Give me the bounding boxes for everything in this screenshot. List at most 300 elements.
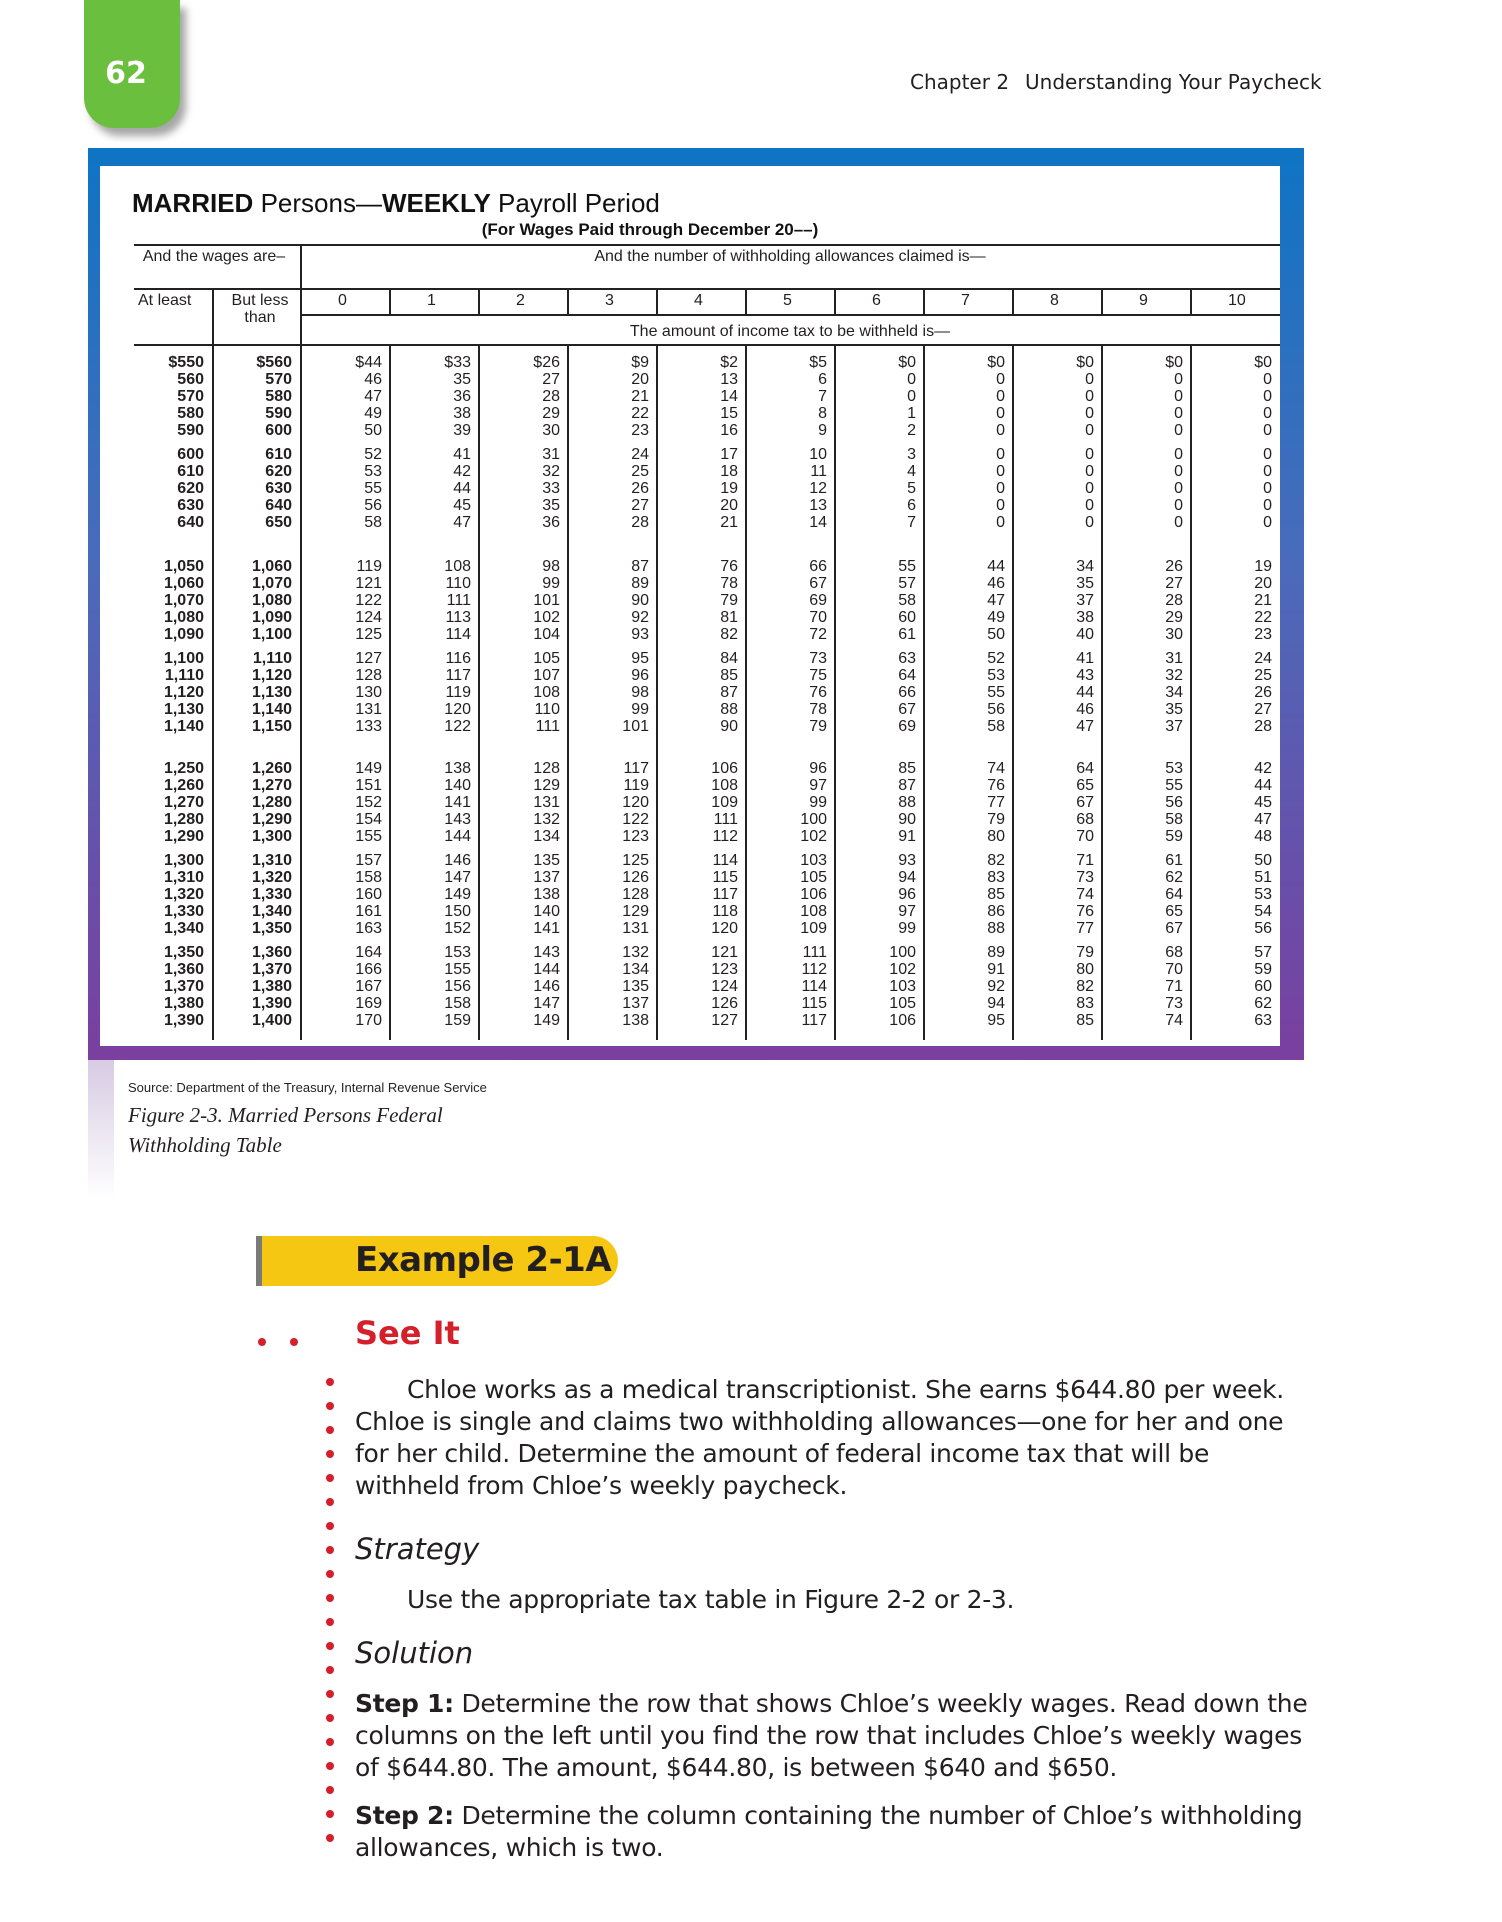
at-least-cell: 1,320 (163, 886, 204, 903)
tax-amount-cell: 73 (1165, 995, 1183, 1012)
tax-amount-cell: 122 (622, 811, 649, 828)
tax-amount-cell: 159 (444, 1012, 471, 1029)
tax-amount-cell: 53 (1165, 760, 1183, 777)
tax-amount-cell: 45 (453, 497, 471, 514)
tax-amount-cell: 44 (1076, 684, 1094, 701)
table-column-rule (478, 288, 480, 314)
tax-amount-cell: 96 (809, 760, 827, 777)
tax-amount-cell: 95 (987, 1012, 1005, 1029)
tax-amount-cell: 137 (533, 869, 560, 886)
but-less-than-cell: 1,130 (251, 684, 292, 701)
tax-amount-cell: 47 (453, 514, 471, 531)
tax-amount-cell: 0 (996, 463, 1005, 480)
tax-amount-cell: 37 (1076, 592, 1094, 609)
tax-amount-cell: 2 (907, 422, 916, 439)
at-least-cell: 1,340 (163, 920, 204, 937)
tax-amount-cell: 49 (364, 405, 382, 422)
table-row (0, 828, 1300, 845)
tax-amount-cell: 87 (631, 558, 649, 575)
tax-amount-cell: 0 (1263, 446, 1272, 463)
tax-amount-cell: 70 (1076, 828, 1094, 845)
tax-amount-cell: 55 (364, 480, 382, 497)
tax-amount-cell: 102 (800, 828, 827, 845)
decorative-dot (326, 1810, 334, 1818)
at-least-cell: 1,270 (163, 794, 204, 811)
tax-amount-cell: 163 (355, 920, 382, 937)
tax-amount-cell: 41 (453, 446, 471, 463)
tax-amount-cell: 71 (1076, 852, 1094, 869)
tax-amount-cell: 58 (1165, 811, 1183, 828)
but-less-than-cell: 1,290 (251, 811, 292, 828)
tax-amount-cell: 91 (898, 828, 916, 845)
tax-amount-cell: 50 (987, 626, 1005, 643)
tax-amount-cell: 34 (1076, 558, 1094, 575)
allowance-col-header: 6 (872, 292, 881, 309)
tax-amount-cell: 127 (711, 1012, 738, 1029)
tax-amount-cell: 56 (1254, 920, 1272, 937)
tax-amount-cell: 0 (996, 388, 1005, 405)
tax-amount-cell: 83 (1076, 995, 1094, 1012)
table-row (0, 592, 1300, 609)
at-least-cell: 630 (177, 497, 204, 514)
tax-amount-cell: 27 (1254, 701, 1272, 718)
decorative-dot (326, 1834, 334, 1842)
step-2-text: Determine the column containing the number of Chloe’s withholding allowances, which is two. (355, 1801, 1303, 1862)
tax-amount-cell: 103 (800, 852, 827, 869)
tax-amount-cell: 76 (987, 777, 1005, 794)
tax-amount-cell: 45 (1254, 794, 1272, 811)
tax-amount-cell: 74 (1165, 1012, 1183, 1029)
tax-amount-cell: 117 (712, 886, 738, 903)
tax-amount-cell: 39 (453, 422, 471, 439)
tax-amount-cell: 18 (720, 463, 738, 480)
at-least-cell: 1,110 (164, 667, 204, 684)
tax-amount-cell: 81 (720, 609, 738, 626)
tax-amount-cell: 0 (996, 480, 1005, 497)
tax-amount-cell: 120 (711, 920, 738, 937)
tax-amount-cell: 60 (1254, 978, 1272, 995)
but-less-than-header: But less than (231, 292, 289, 326)
tax-amount-cell: 132 (533, 811, 560, 828)
table-row (0, 995, 1300, 1012)
tax-amount-cell: 110 (534, 701, 560, 718)
table-row (0, 684, 1300, 701)
running-head-title: Understanding Your Paycheck (1025, 70, 1322, 94)
example-title: Example 2-1A (355, 1240, 612, 1280)
table-subtitle: (For Wages Paid through December 20––) (481, 220, 819, 239)
tax-amount-cell: 79 (720, 592, 738, 609)
tax-amount-cell: 0 (1174, 463, 1183, 480)
tax-amount-cell: 27 (1165, 575, 1183, 592)
tax-amount-cell: 0 (1085, 422, 1094, 439)
step-2 (355, 1800, 1315, 1864)
tax-amount-cell: $0 (987, 354, 1005, 371)
tax-amount-cell: 69 (809, 592, 827, 609)
tax-amount-cell: 112 (712, 828, 738, 845)
tax-amount-cell: 20 (1254, 575, 1272, 592)
tax-amount-cell: 93 (898, 852, 916, 869)
problem-text: Chloe works as a medical transcriptionist. She earns $644.80 per week. Chloe is single and claims two withholding allowances—one for her and one for her child. Determine the amount of federal income tax that will be withheld from Chloe’s weekly paycheck. (355, 1375, 1284, 1500)
tax-amount-cell: 0 (1085, 388, 1094, 405)
allowances-header: And the number of withholding allowances claimed is— (594, 248, 986, 265)
tax-amount-cell: 65 (1076, 777, 1094, 794)
step-1-text: Determine the row that shows Chloe’s weekly wages. Read down the columns on the left until you find the row that includes Chloe’s weekly wages of $644.80. The amount, $644.80, is between $640 and $650. (355, 1689, 1308, 1782)
at-least-cell: 560 (177, 371, 204, 388)
tax-amount-cell: 118 (712, 903, 738, 920)
tax-amount-cell: 34 (1165, 684, 1183, 701)
tax-amount-cell: 49 (987, 609, 1005, 626)
tax-amount-cell: 155 (355, 828, 382, 845)
tax-amount-cell: 24 (631, 446, 649, 463)
tax-amount-cell: 82 (1076, 978, 1094, 995)
at-least-cell: 1,360 (163, 961, 204, 978)
table-row (0, 626, 1300, 643)
tax-amount-cell: 0 (1174, 422, 1183, 439)
at-least-cell: 1,370 (163, 978, 204, 995)
tax-amount-cell: 151 (355, 777, 382, 794)
at-least-cell: 1,140 (163, 718, 204, 735)
tax-amount-cell: 158 (355, 869, 382, 886)
tax-amount-cell: 82 (987, 852, 1005, 869)
tax-amount-cell: 64 (1076, 760, 1094, 777)
tax-amount-cell: 99 (631, 701, 649, 718)
tax-amount-cell: $2 (720, 354, 738, 371)
table-column-rule (745, 288, 747, 314)
tax-amount-cell: 26 (1165, 558, 1183, 575)
tax-amount-cell: 93 (631, 626, 649, 643)
tax-amount-cell: 170 (355, 1012, 382, 1029)
but-less-than-cell: 1,090 (251, 609, 292, 626)
table-row (0, 558, 1300, 575)
tax-amount-cell: 117 (623, 760, 649, 777)
tax-amount-cell: 97 (898, 903, 916, 920)
tax-amount-cell: 154 (355, 811, 382, 828)
tax-amount-cell: 140 (533, 903, 560, 920)
table-rule-header (134, 288, 1280, 290)
tax-amount-cell: 57 (1254, 944, 1272, 961)
tax-amount-cell: 0 (996, 446, 1005, 463)
tax-amount-cell: 129 (533, 777, 560, 794)
tax-amount-cell: 0 (1174, 371, 1183, 388)
but-less-than-cell: 600 (265, 422, 292, 439)
tax-amount-cell: 0 (996, 405, 1005, 422)
tax-amount-cell: 0 (1174, 446, 1183, 463)
tax-amount-cell: 102 (889, 961, 916, 978)
tax-amount-cell: 46 (1076, 701, 1094, 718)
decorative-dot (290, 1338, 298, 1346)
table-row (0, 760, 1300, 777)
tax-amount-cell: 20 (631, 371, 649, 388)
table-row (0, 1012, 1300, 1029)
tax-amount-cell: 94 (987, 995, 1005, 1012)
tax-amount-cell: 26 (631, 480, 649, 497)
at-least-cell: 640 (177, 514, 204, 531)
tax-amount-cell: 96 (898, 886, 916, 903)
tax-amount-cell: 0 (1263, 371, 1272, 388)
tax-amount-cell: 105 (889, 995, 916, 1012)
but-less-than-cell: 1,360 (251, 944, 292, 961)
tax-amount-cell: 143 (533, 944, 560, 961)
tax-amount-cell: 0 (996, 422, 1005, 439)
decorative-dot (326, 1402, 334, 1410)
tax-amount-cell: 77 (1076, 920, 1094, 937)
but-less-than-cell: 1,380 (251, 978, 292, 995)
tax-amount-cell: 101 (622, 718, 649, 735)
table-column-rule (389, 288, 391, 314)
tax-amount-cell: 69 (898, 718, 916, 735)
table-row (0, 701, 1300, 718)
tax-amount-cell: 79 (987, 811, 1005, 828)
tax-amount-cell: 67 (898, 701, 916, 718)
tax-amount-cell: 50 (364, 422, 382, 439)
tax-amount-cell: 90 (720, 718, 738, 735)
table-row (0, 794, 1300, 811)
tax-amount-cell: 0 (1085, 405, 1094, 422)
table-row (0, 978, 1300, 995)
tax-amount-cell: 0 (1263, 422, 1272, 439)
tax-amount-cell: $0 (1254, 354, 1272, 371)
tax-amount-cell: 160 (355, 886, 382, 903)
tax-amount-cell: 156 (444, 978, 471, 995)
allowance-col-header: 9 (1139, 292, 1148, 309)
tax-amount-cell: 116 (445, 650, 471, 667)
tax-amount-cell: 85 (1076, 1012, 1094, 1029)
tax-amount-cell: 100 (800, 811, 827, 828)
at-least-cell: 1,060 (163, 575, 204, 592)
tax-amount-cell: 64 (898, 667, 916, 684)
tax-amount-cell: 74 (987, 760, 1005, 777)
tax-amount-cell: 131 (622, 920, 649, 937)
tax-amount-cell: 138 (444, 760, 471, 777)
allowance-col-header: 0 (338, 292, 347, 309)
table-rule-body (134, 344, 1280, 346)
tax-amount-cell: 108 (711, 777, 738, 794)
tax-amount-cell: 0 (1263, 514, 1272, 531)
tax-amount-cell: 64 (1165, 886, 1183, 903)
but-less-than-cell: 1,120 (251, 667, 292, 684)
tax-amount-cell: 5 (907, 480, 916, 497)
tax-amount-cell: 0 (1174, 388, 1183, 405)
wages-header: And the wages are– (142, 248, 286, 265)
tax-amount-cell: 147 (533, 995, 560, 1012)
at-least-cell: 1,300 (163, 852, 204, 869)
tax-amount-cell: 89 (987, 944, 1005, 961)
tax-amount-cell: 59 (1165, 828, 1183, 845)
tax-amount-cell: 65 (1165, 903, 1183, 920)
tax-amount-cell: 146 (444, 852, 471, 869)
tax-amount-cell: 44 (1254, 777, 1272, 794)
allowance-col-header: 4 (694, 292, 703, 309)
tax-amount-cell: 23 (631, 422, 649, 439)
but-less-than-cell: 590 (265, 405, 292, 422)
tax-amount-cell: 66 (898, 684, 916, 701)
tax-amount-cell: 28 (631, 514, 649, 531)
tax-amount-cell: 31 (542, 446, 560, 463)
tax-amount-cell: 96 (631, 667, 649, 684)
decorative-dot (326, 1714, 334, 1722)
tax-amount-cell: 161 (355, 903, 382, 920)
but-less-than-cell: 1,110 (252, 650, 292, 667)
tax-amount-cell: 101 (533, 592, 560, 609)
tax-amount-cell: 120 (622, 794, 649, 811)
tax-amount-cell: 167 (355, 978, 382, 995)
table-row (0, 886, 1300, 903)
tax-amount-cell: 30 (1165, 626, 1183, 643)
but-less-than-cell: 630 (265, 480, 292, 497)
at-least-cell: 590 (177, 422, 204, 439)
tax-amount-cell: 126 (711, 995, 738, 1012)
tax-amount-cell: 115 (712, 869, 738, 886)
decorative-strip (88, 1060, 114, 1200)
tax-amount-cell: 108 (800, 903, 827, 920)
tax-amount-cell: 11 (810, 463, 827, 480)
strategy-text: Use the appropriate tax table in Figure 2-2 or 2-3. (407, 1585, 1015, 1614)
tax-amount-cell: 0 (1085, 446, 1094, 463)
tax-amount-cell: 87 (898, 777, 916, 794)
tax-amount-cell: 124 (355, 609, 382, 626)
tax-amount-cell: 20 (720, 497, 738, 514)
tax-amount-cell: 108 (444, 558, 471, 575)
tax-amount-cell: 0 (1263, 497, 1272, 514)
tax-amount-cell: 9 (818, 422, 827, 439)
tax-amount-cell: 24 (1254, 650, 1272, 667)
at-least-cell: 1,090 (163, 626, 204, 643)
tax-amount-cell: 131 (533, 794, 560, 811)
tax-amount-cell: 134 (533, 828, 560, 845)
but-less-than-cell: $560 (256, 354, 292, 371)
tax-amount-cell: 137 (622, 995, 649, 1012)
tax-amount-cell: 6 (907, 497, 916, 514)
tax-amount-cell: 144 (533, 961, 560, 978)
tax-amount-cell: 115 (801, 995, 827, 1012)
tax-amount-cell: 109 (800, 920, 827, 937)
tax-amount-cell: 138 (622, 1012, 649, 1029)
tax-amount-cell: 128 (355, 667, 382, 684)
tax-amount-cell: 128 (533, 760, 560, 777)
table-row (0, 650, 1300, 667)
tax-amount-cell: 77 (987, 794, 1005, 811)
tax-amount-cell: 111 (535, 718, 560, 735)
tax-amount-cell: 83 (987, 869, 1005, 886)
table-row (0, 920, 1300, 937)
tax-amount-cell: 87 (720, 684, 738, 701)
tax-amount-cell: 164 (355, 944, 382, 961)
tax-amount-cell: 70 (809, 609, 827, 626)
tax-amount-cell: 122 (444, 718, 471, 735)
table-row (0, 405, 1300, 422)
table-row (0, 944, 1300, 961)
but-less-than-cell: 610 (265, 446, 292, 463)
tax-amount-cell: 60 (898, 609, 916, 626)
tax-amount-cell: 52 (364, 446, 382, 463)
tax-amount-cell: 14 (720, 388, 738, 405)
tax-amount-cell: 3 (907, 446, 916, 463)
tax-amount-cell: 117 (801, 1012, 827, 1029)
tax-amount-cell: 22 (631, 405, 649, 422)
allowance-col-header: 1 (427, 292, 436, 309)
tax-amount-cell: 51 (1254, 869, 1272, 886)
but-less-than-cell: 1,350 (251, 920, 292, 937)
tax-amount-cell: 36 (542, 514, 560, 531)
step-1-label: Step 1: (355, 1689, 454, 1718)
tax-amount-cell: 129 (622, 903, 649, 920)
table-title-married: MARRIED (132, 188, 254, 218)
tax-amount-cell: 43 (1076, 667, 1094, 684)
tax-amount-cell: 35 (1076, 575, 1094, 592)
tax-amount-cell: 55 (898, 558, 916, 575)
tax-amount-cell: 78 (720, 575, 738, 592)
tax-amount-cell: $5 (809, 354, 827, 371)
tax-amount-cell: 88 (987, 920, 1005, 937)
tax-amount-cell: 35 (542, 497, 560, 514)
tax-amount-cell: 119 (445, 684, 471, 701)
tax-amount-cell: 114 (445, 626, 471, 643)
tax-amount-cell: 152 (355, 794, 382, 811)
step-1 (355, 1688, 1315, 1784)
tax-amount-cell: 128 (622, 886, 649, 903)
tax-amount-cell: 37 (1165, 718, 1183, 735)
at-least-cell: 1,050 (163, 558, 204, 575)
tax-amount-cell: 53 (987, 667, 1005, 684)
table-row (0, 514, 1300, 531)
tax-amount-cell: 0 (1085, 463, 1094, 480)
table-row (0, 446, 1300, 463)
tax-amount-cell: 16 (720, 422, 738, 439)
tax-amount-cell: 121 (711, 944, 738, 961)
tax-amount-cell: 55 (1165, 777, 1183, 794)
tax-amount-cell: 99 (809, 794, 827, 811)
tax-amount-cell: 73 (1076, 869, 1094, 886)
tax-amount-cell: 135 (533, 852, 560, 869)
table-row (0, 811, 1300, 828)
tax-amount-cell: 0 (1263, 463, 1272, 480)
at-least-cell: 1,350 (163, 944, 204, 961)
at-least-cell: 580 (177, 405, 204, 422)
allowance-col-header: 2 (516, 292, 525, 309)
table-row (0, 480, 1300, 497)
tax-amount-cell: 57 (898, 575, 916, 592)
tax-amount-cell: 0 (1174, 514, 1183, 531)
tax-amount-cell: 91 (987, 961, 1005, 978)
table-row (0, 388, 1300, 405)
table-row (0, 777, 1300, 794)
tax-amount-cell: 74 (1076, 886, 1094, 903)
tax-amount-cell: $44 (355, 354, 382, 371)
tax-amount-cell: 88 (720, 701, 738, 718)
amount-header: The amount of income tax to be withheld is— (629, 323, 951, 340)
tax-amount-cell: 144 (444, 828, 471, 845)
tax-amount-cell: 38 (453, 405, 471, 422)
tax-amount-cell: 90 (898, 811, 916, 828)
tax-amount-cell: 120 (444, 701, 471, 718)
tax-amount-cell: 1 (907, 405, 916, 422)
at-least-cell: $550 (168, 354, 204, 371)
tax-amount-cell: 147 (444, 869, 471, 886)
tax-amount-cell: 155 (444, 961, 471, 978)
tax-amount-cell: 141 (533, 920, 560, 937)
see-it-heading: See It (355, 1314, 460, 1352)
tax-amount-cell: 56 (1165, 794, 1183, 811)
table-title (132, 188, 660, 219)
tax-amount-cell: 38 (1076, 609, 1094, 626)
tax-amount-cell: 29 (542, 405, 560, 422)
tax-amount-cell: 62 (1254, 995, 1272, 1012)
tax-amount-cell: 63 (1254, 1012, 1272, 1029)
tax-amount-cell: $33 (444, 354, 471, 371)
but-less-than-cell: 1,070 (251, 575, 292, 592)
tax-amount-cell: 31 (1165, 650, 1183, 667)
tax-amount-cell: 21 (631, 388, 649, 405)
